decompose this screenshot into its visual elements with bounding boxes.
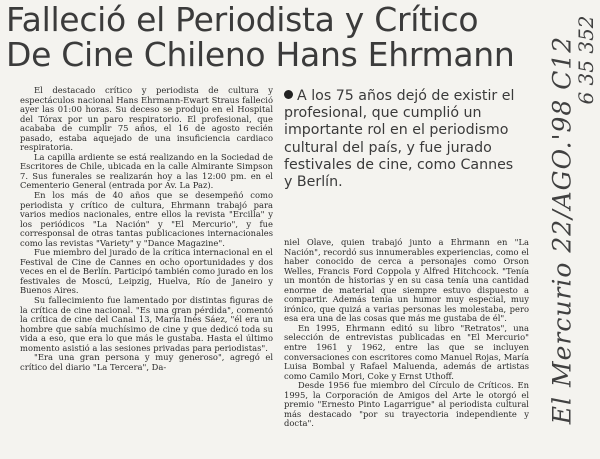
handwritten-source-note: El Mercurio 22/AGO.'98 C12	[547, 35, 577, 425]
paragraph: En 1995, Ehrmann editó su libro "Retratos", una selección de entrevistas publicadas en "El Mercurio" entre 1961 y 1962, entre las que se incluyen conversaciones con escritores como Manuel Rojas, María Luisa Bombal y Rafael Maluenda, además de artistas como Camilo Mori, Coke y Ernst Uthoff.	[284, 322, 529, 381]
paragraph: Fue miembro del jurado de la crítica internacional en el Festival de Cine de Cannes en ocho oportunidades y dos veces en el de Berlín. Participó también como jurado en los festivales de Moscú, Leipzig, Huelva, Río de Janeiro y Buenos Aires.	[20, 247, 273, 296]
article-column-1	[20, 86, 273, 372]
paragraph: niel Olave, quien trabajó junto a Ehrmann en "La Nación", recordó sus innumerables experiencias, como el haber conocido de cerca a personajes como Orson Welles, Francis Ford Coppola y Alfred Hitchcock. "Tenía un montón de historias y en su casa tenía una cantidad enorme de material que siempre estuvo dispuesto a compartir. Además tenía un humor muy especial, muy irónico, que quizá a varias personas les molestaba, pero esa era una de las cosas que más me gustaba de él".	[284, 237, 529, 324]
paragraph: La capilla ardiente se está realizando en la Sociedad de Escritores de Chile, ubicada en la calle Almirante Simpson 7. Sus funerales se realizarán hoy a las 12:00 pm. en el Cementerio General (entrada por Av. La Paz).	[20, 151, 273, 191]
paragraph: En los más de 40 años que se desempeñó como periodista y crítico de cultura, Ehrmann trabajó para varios medios nacionales, entre ellos la revista "Ercilla" y los periódicos "La Nación" y "El Mercurio", y fue corresponsal de otras tantas publicaciones internacionales como las revistas "Variety" y "Dance Magazine".	[20, 190, 273, 248]
article-column-2	[284, 238, 529, 429]
paragraph: "Era una gran persona y muy generoso", agregó el crítico del diario "La Tercera", Da-	[20, 352, 273, 372]
headline-line-1: Falleció el Periodista y Crítico	[6, 0, 479, 39]
pull-quote	[284, 88, 526, 191]
paragraph: Desde 1956 fue miembro del Círculo de Críticos. En 1995, la Corporación de Amigos del Arte le otorgó el premio "Ernesto Pinto Lagarrigue" al periodista cultural más destacado "por su trayectoria independiente y docta".	[284, 380, 529, 429]
pull-quote-text: A los 75 años dejó de existir el profesional, que cumplió un importante rol en el periodismo cultural del país, y fue jurado festivales de cine, como Cannes y Berlín.	[284, 88, 515, 191]
headline	[6, 2, 526, 72]
handwritten-reference-number: 6 35 352	[574, 15, 598, 105]
paragraph: Su fallecimiento fue lamentado por distintas figuras de la crítica de cine nacional. "Es una gran pérdida", comentó la crítica de cine del Canal 13, María Inés Sáez, "él era un hombre que sabía muchísimo de cine y que dedicó toda su vida a eso, que era lo que más le gustaba. Hasta el último momento asistió a las sesiones privadas para periodistas".	[20, 295, 273, 353]
paragraph: El destacado crítico y periodista de cultura y espectáculos nacional Hans Ehrmann-Ewart Straus falleció ayer las 01:00 horas. Su deceso se produjo en el Hospital del Tórax por un paro respiratorio. El profesional, que acababa de cumplir 75 años, el 16 de agosto recién pasado, estaba aquejado de una insuficiencia cardiaco respiratoria.	[20, 85, 273, 153]
headline-line-2: De Cine Chileno Hans Ehrmann	[6, 35, 515, 74]
bullet-icon	[284, 90, 293, 99]
